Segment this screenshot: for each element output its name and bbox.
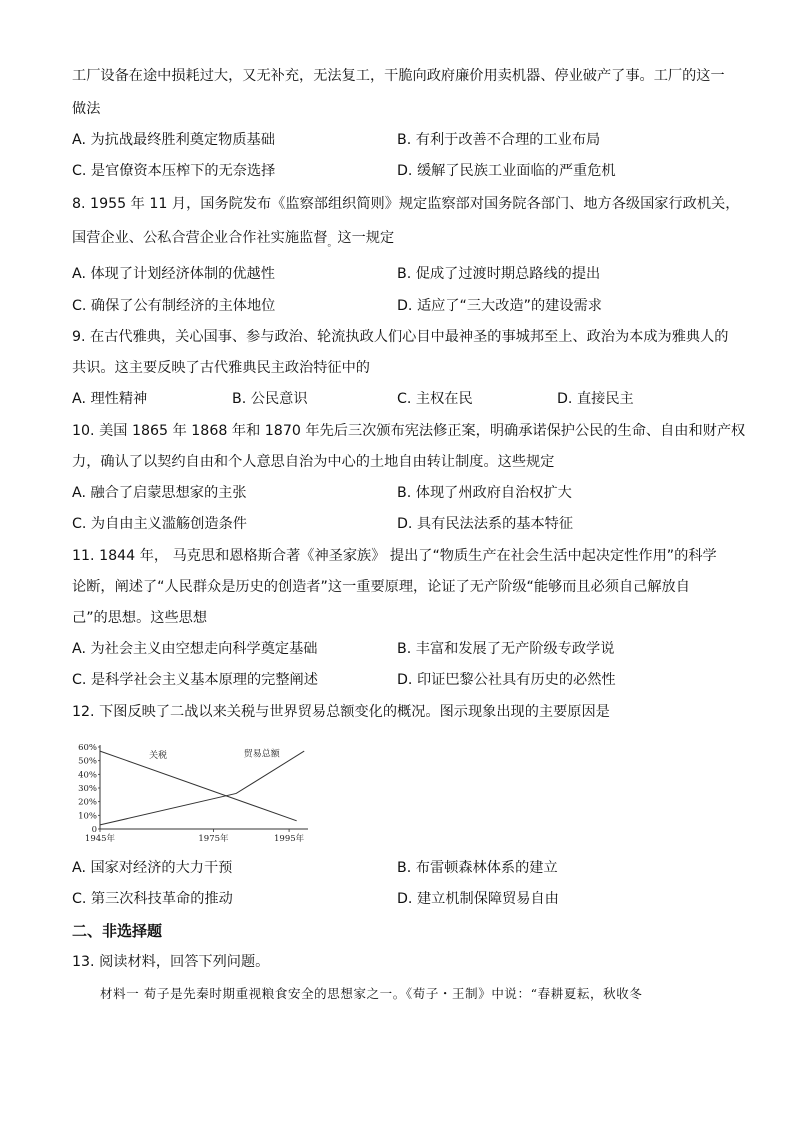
q12-option-d[interactable]: D. 建立机制保障贸易自由 [397,891,559,907]
q11-option-c[interactable]: C. 是科学社会主义基本原理的完整阐述 [72,672,318,688]
q9-option-a[interactable]: A. 理性精神 [72,391,148,407]
q10-option-b[interactable]: B. 体现了州政府自治权扩大 [397,485,572,501]
y-tick-label: 10% [78,811,97,822]
q8-option-d[interactable]: D. 适应了“三大改造”的建设需求 [397,298,602,314]
q12-stem-line1: 12. 下图反映了二战以来关税与世界贸易总额变化的概况。图示现象出现的主要原因是 [72,704,610,720]
y-tick-label: 50% [78,756,97,767]
q10-option-c[interactable]: C. 为自由主义滥觞创造条件 [72,516,247,532]
q9-option-c[interactable]: C. 主权在民 [397,391,473,407]
q7-option-d[interactable]: D. 缓解了民族工业面临的严重危机 [397,163,616,179]
y-tick-label: 0 [91,825,97,835]
q11-stem-line3: 己”的思想。这些思想 [72,610,208,626]
x-tick-label: 1945年 [84,834,116,844]
q12-option-a[interactable]: A. 国家对经济的大力干预 [72,860,233,876]
q8-option-b[interactable]: B. 促成了过渡时期总路线的提出 [397,266,601,282]
q10-stem-line1: 10. 美国 1865 年 1868 年和 1870 年先后三次颁布宪法修正案，明确承诺保护公民的生命、自由和财产权 [72,423,746,439]
q13-stem-line1: 13. 阅读材料，回答下列问题。 [72,954,270,970]
q11-stem-line1: 11. 1844 年， 马克思和恩格斯合著《神圣家族》 提出了“物质生产在社会生活中起决定性作用”的科学 [72,548,717,564]
q11-option-b[interactable]: B. 丰富和发展了无产阶级专政学说 [397,641,615,657]
chart-series-labels [149,748,281,761]
series-label-trade-total: 贸易总额 [243,749,280,760]
chart-y-ticks [78,743,100,835]
q9-stem-line1: 9. 在古代雅典，关心国事、参与政治、轮流执政人们心目中最神圣的事城邦至上、政治为本成为雅典人的 [72,329,729,345]
series-line-tariff [100,751,297,821]
q7-option-a[interactable]: A. 为抗战最终胜利奠定物质基础 [72,132,275,148]
q9-option-d[interactable]: D. 直接民主 [557,391,634,407]
chart-series-lines [100,751,304,825]
q8-stem-line1: 8. 1955 年 11 月，国务院发布《监察部组织简则》规定监察部对国务院各部门、地方各级国家行政机关， [72,196,740,212]
q8-stem-text: 国营企业、公私合营企业合作社实施监督 [72,230,328,246]
q13-material-1: 材料一 荀子是先秦时期重视粮食安全的思想家之一。《荀子・王制》中说：“春耕夏耘，秋收冬 [100,986,643,1001]
q9-stem-line2: 共识。这主要反映了古代雅典民主政治特征中的 [72,360,370,376]
y-tick-label: 60% [78,743,97,753]
y-tick-label: 40% [78,770,97,781]
q12-option-c[interactable]: C. 第三次科技革命的推动 [72,891,233,907]
chart-x-ticks [85,829,305,844]
y-tick-label: 30% [78,784,97,794]
series-label-tariff: 关税 [149,750,168,761]
q8-stem-line2 [72,228,722,254]
q10-option-a[interactable]: A. 融合了启蒙思想家的主张 [72,485,247,501]
q8-stem-text-end: 这一规定 [337,230,395,246]
q11-option-a[interactable]: A. 为社会主义由空想走向科学奠定基础 [72,641,318,657]
q10-stem-line2: 力，确认了以契约自由和个人意思自治为中心的土地自由转让制度。这些规定 [72,454,555,470]
q10-option-d[interactable]: D. 具有民法法系的基本特征 [397,516,574,532]
q7-option-b[interactable]: B. 有利于改善不合理的工业布局 [397,132,601,148]
q7-stem-line1: 工厂设备在途中损耗过大，又无补充，无法复工，干脆向政府廉价用卖机器、停业破产了事。工厂的这一 [72,68,725,84]
q8-option-c[interactable]: C. 确保了公有制经济的主体地位 [72,298,276,314]
tariff-trade-chart [72,737,312,845]
q9-option-b[interactable]: B. 公民意识 [232,391,308,407]
y-tick-label: 20% [78,797,97,808]
q8-period-mark: 。 [327,238,338,249]
section-heading-non-choice: 二、非选择题 [72,922,163,940]
q7-stem-line2: 做法 [72,101,101,117]
q7-option-c[interactable]: C. 是官僚资本压榨下的无奈选择 [72,163,276,179]
q11-stem-line2: 论断，阐述了“人民群众是历史的创造者”这一重要原理，论证了无产阶级“能够而且必须自己解放自 [72,579,690,595]
x-tick-label: 1975年 [198,834,229,844]
q11-option-d[interactable]: D. 印证巴黎公社具有历史的必然性 [397,672,616,688]
q8-option-a[interactable]: A. 体现了计划经济体制的优越性 [72,266,275,282]
q12-option-b[interactable]: B. 布雷顿森林体系的建立 [397,860,558,876]
x-tick-label: 1995年 [274,834,305,844]
